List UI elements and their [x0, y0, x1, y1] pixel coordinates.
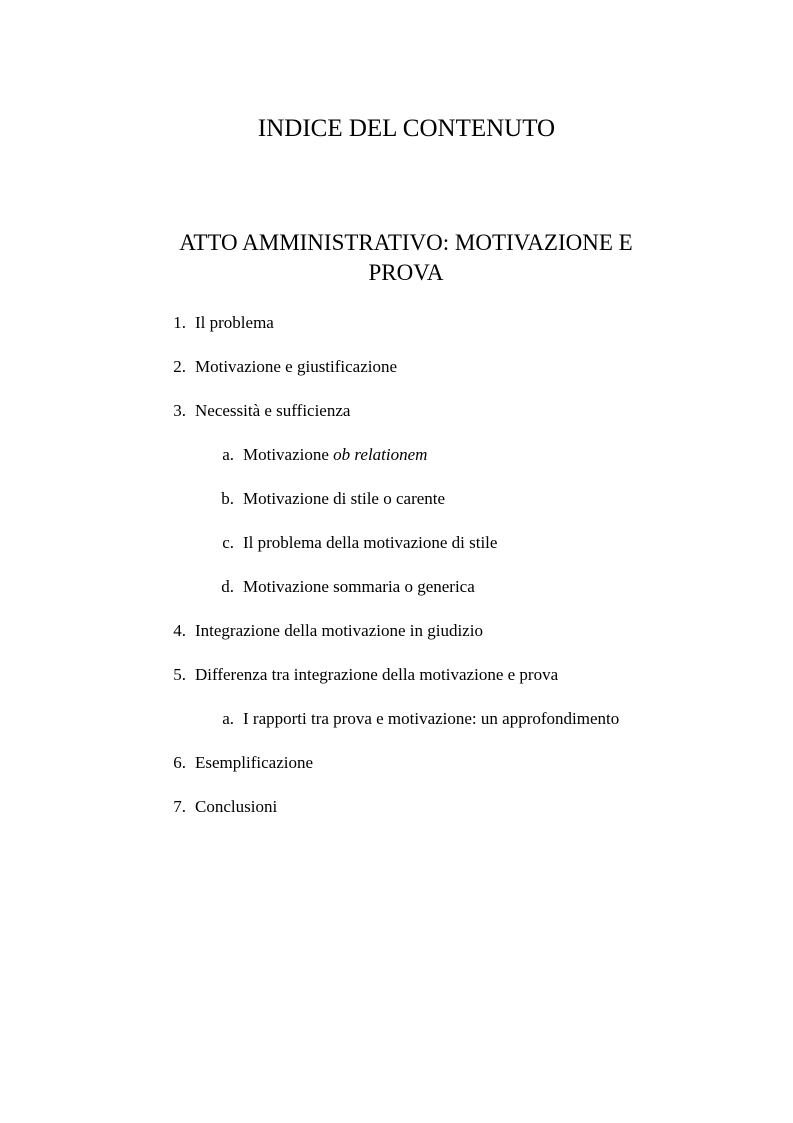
toc-label: Differenza tra integrazione della motivazione e prova: [195, 665, 559, 684]
toc-marker: c.: [222, 533, 234, 552]
section-title: ATTO AMMINISTRATIVO: MOTIVAZIONE E PROVA: [179, 230, 633, 285]
toc-item-4: [0, 619, 793, 663]
toc-marker: 2.: [173, 357, 186, 376]
toc-label: Motivazione sommaria o generica: [243, 577, 475, 596]
toc-item-1: [0, 311, 793, 355]
toc-label: Motivazione di stile o carente: [243, 489, 446, 508]
toc-label-italic: ob relationem: [333, 445, 428, 464]
toc-label: Esemplificazione: [195, 753, 314, 772]
toc-label: Conclusioni: [195, 797, 278, 816]
toc-item-5a: [0, 707, 793, 751]
toc-item-2: [0, 355, 793, 399]
toc-label: Il problema della motivazione di stile: [243, 533, 498, 552]
toc-label: I rapporti tra prova e motivazione: un approfondimento: [243, 709, 620, 728]
toc-label-roman: Motivazione: [243, 445, 334, 464]
toc-label: [243, 443, 427, 467]
document-title: INDICE DEL CONTENUTO: [257, 115, 556, 142]
toc-marker: 1.: [173, 313, 186, 332]
table-of-contents: [0, 311, 793, 839]
toc-item-3: [0, 399, 793, 443]
toc-marker: 3.: [173, 401, 186, 420]
toc-marker: 7.: [173, 797, 186, 816]
toc-item-7: [0, 795, 793, 839]
toc-marker: 6.: [173, 753, 186, 772]
toc-item-5: [0, 663, 793, 707]
toc-item-3c: [0, 531, 793, 575]
toc-item-6: [0, 751, 793, 795]
toc-marker: 4.: [173, 621, 186, 640]
toc-label: Necessità e sufficienza: [195, 401, 351, 420]
toc-item-3a: [0, 443, 793, 487]
toc-marker: d.: [221, 577, 234, 596]
toc-marker: b.: [221, 489, 234, 508]
toc-label: Integrazione della motivazione in giudizio: [195, 621, 483, 640]
toc-label: Motivazione e giustificazione: [195, 357, 398, 376]
toc-marker: 5.: [173, 665, 186, 684]
toc-marker: a.: [222, 709, 234, 728]
toc-label: Il problema: [195, 313, 274, 332]
toc-item-3d: [0, 575, 793, 619]
toc-marker: a.: [222, 445, 234, 464]
toc-item-3b: [0, 487, 793, 531]
